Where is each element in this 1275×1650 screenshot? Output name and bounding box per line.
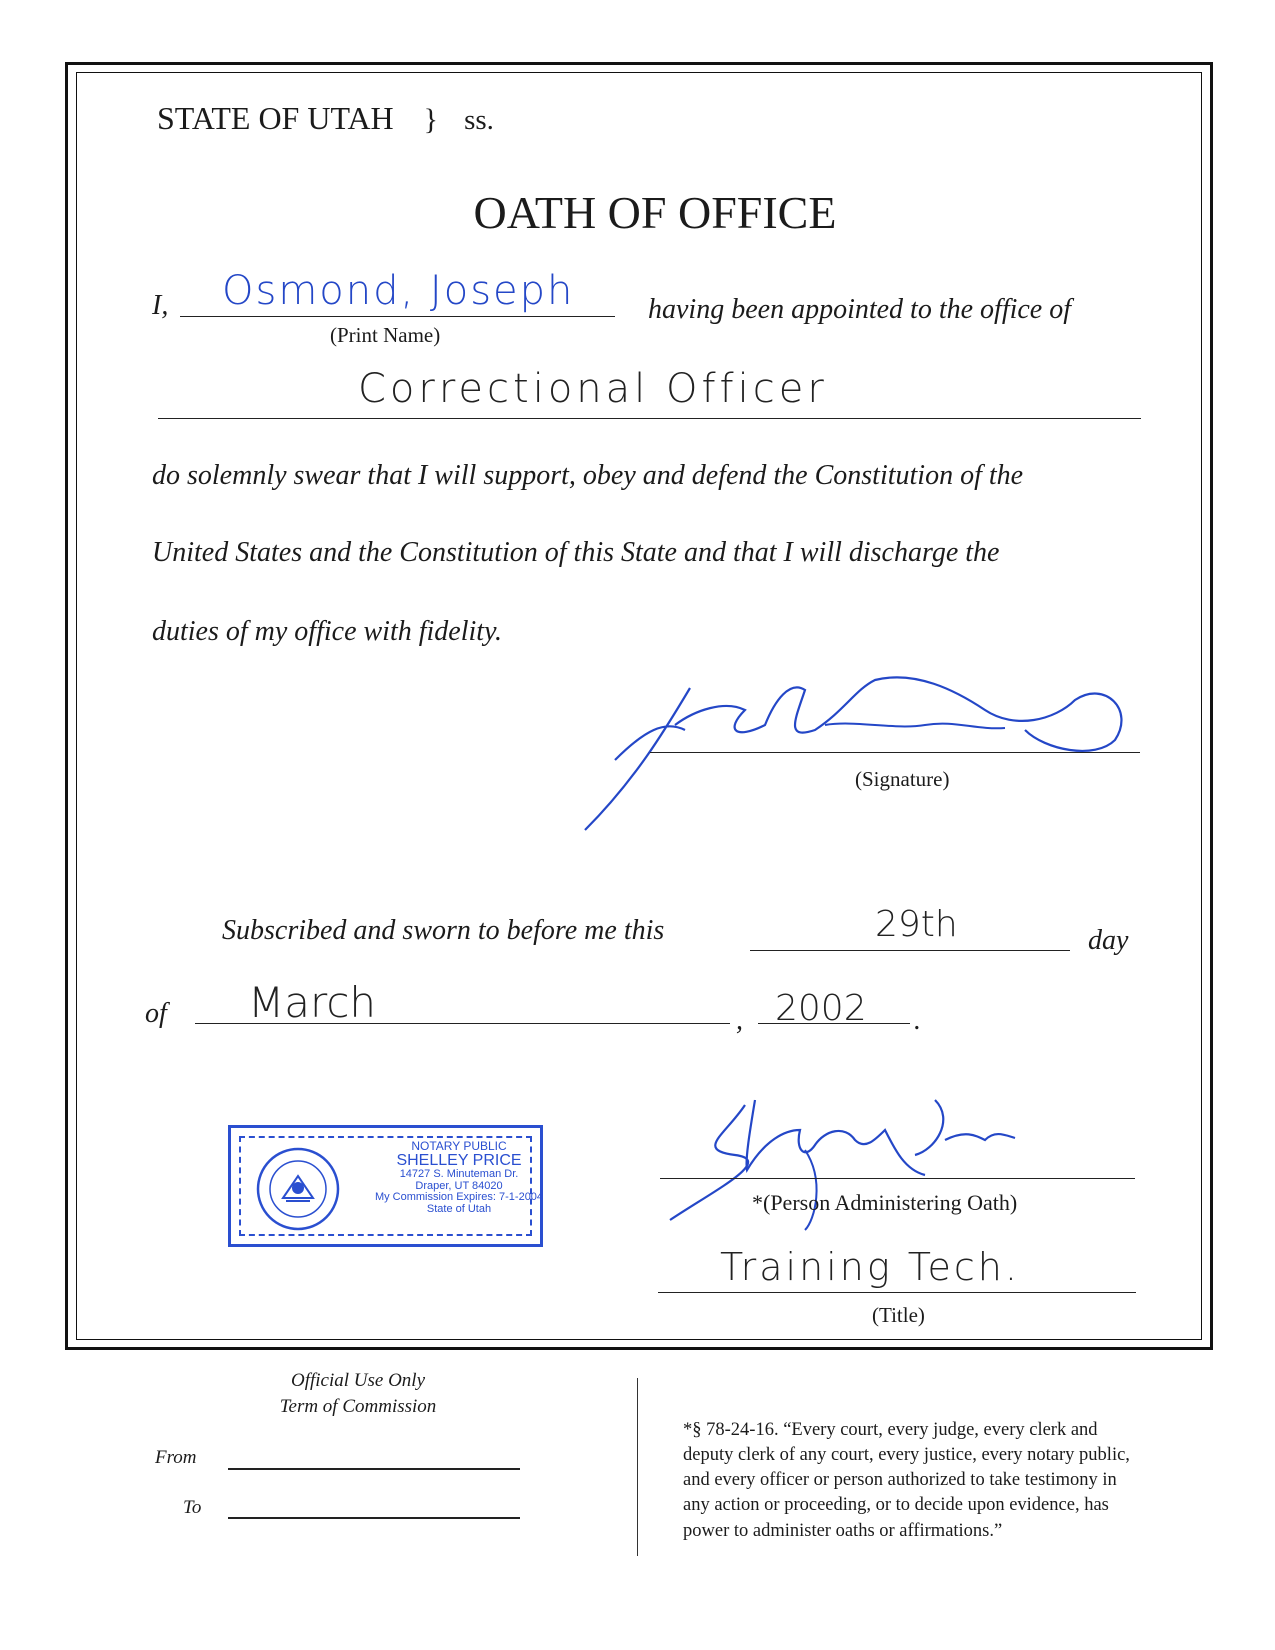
stamp-line-3: 14727 S. Minuteman Dr. — [399, 1168, 519, 1181]
statute-footnote — [683, 1418, 1130, 1544]
year-value: 2002 — [775, 988, 867, 1029]
from-label: From — [155, 1447, 197, 1468]
stamp-line-2: SHELLEY PRICE — [396, 1151, 522, 1169]
oath-pronoun: I, — [152, 290, 169, 321]
stamp-line-5: My Commission Expires: 7-1-2004 — [374, 1191, 544, 1204]
footnote-line-5: power to administer oaths or affirmations.” — [683, 1520, 1003, 1541]
name-value: Osmond, Joseph — [222, 268, 575, 314]
administrator-label: *(Person Administering Oath) — [752, 1190, 1018, 1215]
office-value: Correctional Officer — [358, 366, 828, 412]
oath-signature — [575, 670, 1145, 840]
document-title: OATH OF OFFICE — [473, 187, 837, 238]
month-value: March — [248, 978, 377, 1027]
footnote-line-1: *§ 78-24-16. “Every court, every judge, every clerk and — [683, 1420, 1098, 1440]
title-underline — [658, 1292, 1136, 1293]
title-value: Training Tech. — [720, 1245, 1020, 1289]
name-label: (Print Name) — [330, 323, 441, 347]
office-underline — [158, 418, 1141, 419]
sworn-lead: Subscribed and sworn to before me this — [222, 915, 665, 946]
oath-line-1: do solemnly swear that I will support, obey and defend the Constitution of the — [152, 460, 1024, 491]
footnote-line-4: any action or proceeding, or to decide upon evidence, has — [683, 1495, 1109, 1516]
administrator-underline — [660, 1178, 1135, 1179]
brace: } — [423, 103, 439, 136]
state-seal-icon — [253, 1146, 343, 1232]
title-label: (Title) — [872, 1303, 925, 1327]
name-underline — [180, 316, 615, 317]
ss-abbrev: ss. — [464, 104, 494, 136]
signature-underline — [650, 752, 1140, 753]
official-use-heading — [268, 1368, 448, 1419]
day-label: day — [1088, 925, 1129, 956]
to-label: To — [183, 1497, 202, 1518]
of-label: of — [145, 998, 167, 1029]
to-field[interactable] — [228, 1517, 520, 1519]
date-period: . — [914, 1005, 921, 1036]
appointed-text: having been appointed to the office of — [648, 294, 1072, 325]
stamp-line-4: Draper, UT 84020 — [415, 1179, 503, 1192]
official-use-line-1: Official Use Only — [290, 1370, 426, 1391]
signature-label: (Signature) — [855, 767, 950, 791]
oath-line-3: duties of my office with fidelity. — [152, 616, 502, 647]
date-comma: , — [736, 1005, 743, 1036]
administrator-signature — [655, 1090, 1085, 1260]
footnote-line-2: deputy clerk of any court, every justice, every notary public, — [683, 1445, 1130, 1466]
oath-line-2: United States and the Constitution of this State and that I will discharge the — [152, 537, 1000, 568]
state-heading — [157, 100, 494, 137]
day-underline — [750, 950, 1070, 951]
stamp-text — [359, 1140, 559, 1216]
stamp-line-1: NOTARY PUBLIC — [411, 1139, 507, 1153]
stamp-line-6: State of Utah — [426, 1203, 492, 1216]
official-use-line-2: Term of Commission — [279, 1395, 437, 1417]
state-name: STATE OF UTAH — [157, 100, 394, 136]
from-field[interactable] — [228, 1468, 520, 1470]
day-value: 29th — [875, 904, 958, 945]
notary-stamp — [228, 1125, 543, 1247]
footer-divider — [637, 1378, 638, 1556]
footnote-line-3: and every officer or person authorized to take testimony in — [683, 1470, 1117, 1491]
